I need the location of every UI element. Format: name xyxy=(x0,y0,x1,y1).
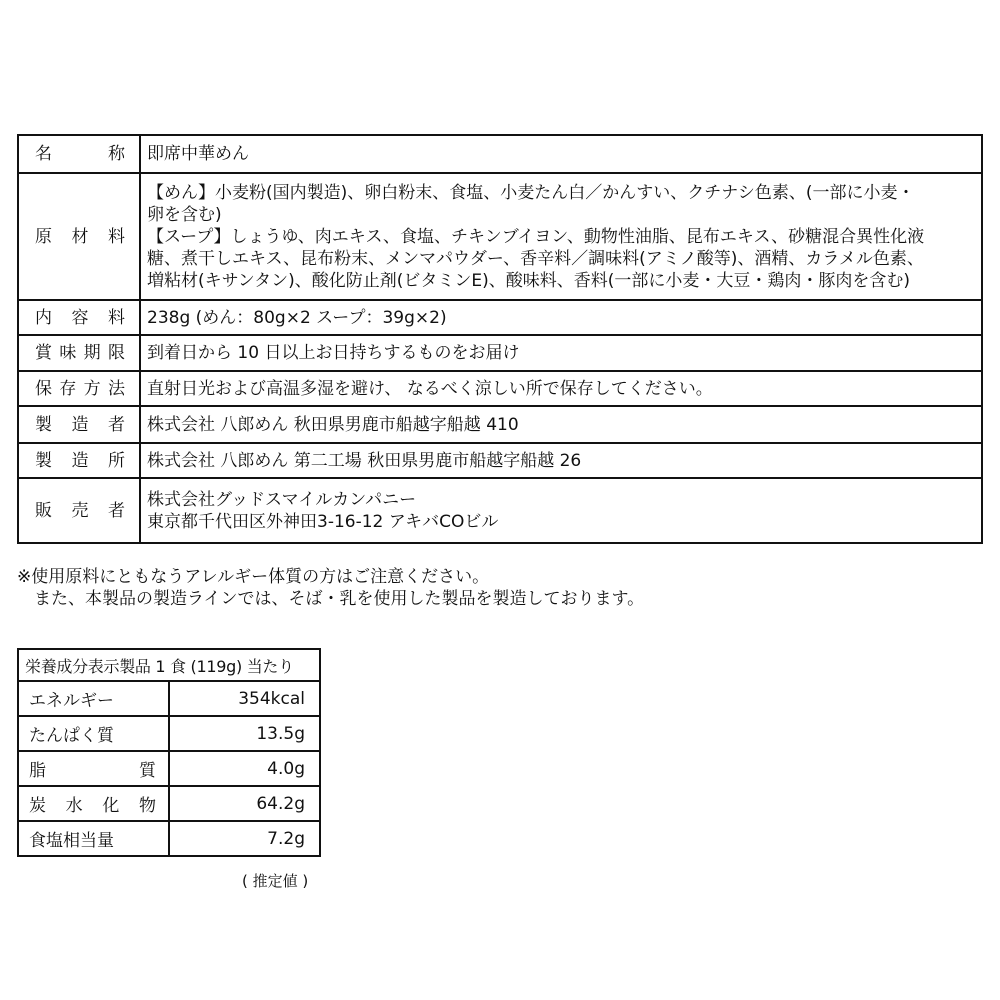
nutrient-value: 354kcal xyxy=(169,681,320,716)
nutrient-value: 7.2g xyxy=(169,821,320,856)
row-label xyxy=(18,135,140,173)
label-char: 所 xyxy=(108,450,125,471)
table-row xyxy=(18,300,982,335)
table-row xyxy=(18,173,982,300)
nutrient-value: 64.2g xyxy=(169,786,320,821)
label-char: 容 xyxy=(71,307,89,328)
row-label xyxy=(18,443,140,478)
label-char: 料 xyxy=(108,226,125,247)
label-char: 物 xyxy=(138,796,156,816)
row-label-text xyxy=(35,378,125,400)
nutrient-label xyxy=(18,681,169,716)
nutrient-label-text: たんぱく質 xyxy=(29,726,114,746)
row-value: 【めん】小麦粉(国内製造)、卵白粉末、食塩、小麦たん白／かんすい、クチナシ色素、(一部に小麦・ 卵を含む) 【スープ】しょうゆ、肉エキス、食塩、チキンブイヨン、動物性油脂、昆布エキス、砂糖混合異性化液 糖、煮干しエキス、昆布粉末、メンマパウダー、香辛料／調味料(アミノ酸等)、酒精、カラメル色素、 増粘材(キサンタン)、酸化防止剤(ビタミンE)、酸味料、香料(一部に小麦・大豆・鶏肉・豚肉を含む) xyxy=(140,173,982,300)
table-row xyxy=(18,478,982,543)
row-value: 株式会社 八郎めん 秋田県男鹿市船越字船越 410 xyxy=(140,406,982,443)
label-char: 材 xyxy=(71,226,89,247)
row-value: 238g (めん：80g×2 スープ：39g×2) xyxy=(140,300,982,335)
table-row xyxy=(18,135,982,173)
label-char: 期 xyxy=(83,343,101,363)
label-char: 存 xyxy=(59,378,77,399)
label-char: 造 xyxy=(71,450,89,471)
row-value: 到着日から 10 日以上お日持ちするものをお届け xyxy=(140,335,982,371)
nutrition-row xyxy=(18,786,320,821)
nutrition-row xyxy=(18,716,320,751)
row-label xyxy=(18,478,140,543)
row-label-text xyxy=(35,500,125,522)
label-char: 賞 xyxy=(35,343,52,363)
row-value: 即席中華めん xyxy=(140,135,982,173)
nutrient-value: 4.0g xyxy=(169,751,320,786)
nutrient-value: 13.5g xyxy=(169,716,320,751)
nutrition-table xyxy=(17,648,321,857)
nutrition-row xyxy=(18,821,320,856)
row-label-text xyxy=(35,450,125,472)
label-char: 法 xyxy=(107,378,125,399)
label-char: 方 xyxy=(83,378,101,399)
label-char: 脂 xyxy=(29,761,46,781)
nutrient-label-text xyxy=(29,791,156,816)
label-char: 限 xyxy=(107,343,125,363)
label-char: 販 xyxy=(35,500,52,521)
row-label xyxy=(18,406,140,443)
nutrition-header: 栄養成分表示製品 1 食 (119g) 当たり xyxy=(18,649,320,681)
table-row xyxy=(18,335,982,371)
nutrient-label xyxy=(18,716,169,751)
nutrient-label xyxy=(18,821,169,856)
label-char: 売 xyxy=(71,500,89,521)
label-char: 造 xyxy=(71,414,89,435)
nutrition-row xyxy=(18,751,320,786)
nutrient-label xyxy=(18,751,169,786)
label-char: 者 xyxy=(108,500,125,521)
table-row xyxy=(18,406,982,443)
row-label xyxy=(18,173,140,300)
label-char: 称 xyxy=(108,144,125,164)
label-char: 製 xyxy=(35,414,52,435)
row-value: 株式会社 八郎めん 第二工場 秋田県男鹿市船越字船越 26 xyxy=(140,443,982,478)
label-char: 原 xyxy=(35,226,52,247)
row-value: 株式会社グッドスマイルカンパニー 東京都千代田区外神田3-16-12 アキバCOビル xyxy=(140,478,982,543)
label-char: 名 xyxy=(35,144,52,164)
label-char: 保 xyxy=(35,378,52,399)
estimate-note: ( 推定値 ) xyxy=(242,872,309,890)
nutrition-row xyxy=(18,681,320,716)
product-info-table xyxy=(17,134,983,544)
table-row xyxy=(18,371,982,406)
nutrient-label-text: 食塩相当量 xyxy=(29,831,114,851)
nutrient-label xyxy=(18,786,169,821)
note-line: また、本製品の製造ラインでは、そば・乳を使用した製品を製造しております。 xyxy=(17,589,645,609)
row-label-text xyxy=(35,143,125,165)
row-label-text xyxy=(35,342,125,364)
row-label xyxy=(18,300,140,335)
label-char: 化 xyxy=(102,796,120,816)
label-char: 味 xyxy=(59,343,77,363)
row-label-text xyxy=(35,226,125,248)
label-char: 水 xyxy=(65,796,83,816)
row-label-text xyxy=(35,414,125,436)
label-char: 炭 xyxy=(29,796,46,816)
row-label xyxy=(18,335,140,371)
allergy-notes xyxy=(17,566,977,610)
label-char: 製 xyxy=(35,450,52,471)
table-row xyxy=(18,443,982,478)
label-char: 質 xyxy=(139,761,156,781)
nutrient-label-text xyxy=(29,756,156,781)
note-line: ※使用原料にともなうアレルギー体質の方はご注意ください。 xyxy=(17,567,490,587)
label-char: 内 xyxy=(35,307,52,328)
row-label xyxy=(18,371,140,406)
row-label-text xyxy=(35,307,125,329)
label-char: 者 xyxy=(108,414,125,435)
nutrient-label-text: エネルギー xyxy=(29,691,114,711)
label-char: 料 xyxy=(108,307,125,328)
row-value: 直射日光および高温多湿を避け、 なるべく涼しい所で保存してください。 xyxy=(140,371,982,406)
nutrition-header-row xyxy=(18,649,320,681)
